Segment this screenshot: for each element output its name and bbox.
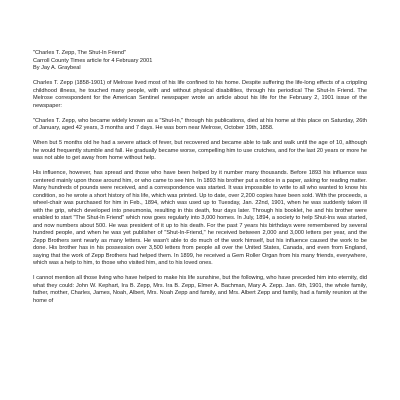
- document-page: [33, 50, 367, 400]
- paragraph-influence: His influence, however, has spread and those who have been helped by it number many thousands. Before 1893 his influence was centered mainly upon those around him, or who came to see him. In 1893 his brother put a notice in a paper, asking for reading matter. Many hundreds of pounds were received, and a correspondence was started. It was impossible to write to all who wanted to know his condition, so he wrote a short history of his life, which was printed. Up to date, over 2,200 copies have been sold. With the proceeds, a wheel-chair was purchased for him in Feb., 1894, which was used up to Tuesday, Jan. 22nd, 1901, when he was suddenly taken ill with the grip, which developed into pneumonia, resulting in this death, four days later. Through his booklet, he and his brother were enabled to start "The Shut-In Friend" which now goes regularly into 3,000 homes. In July, 1894, a society to help Shut-Ins was started, and now numbers about 500. He was president of it up to his death. For the past 7 years his birthdays were remembered by several hundred people, and when he was yet publisher of "Shut-In-Friend," he received between 2,000 and 3,000 letters per year, and the Zepp Brothers sent nearly as many letters. He wasn't able to do much of the work himself, but his influence caused the work to be done. His brother has in his possession over 3,500 letters from people all over the United States, Canada, and even from England, saying that the work of Zepp Brothers had helped them. In 1899, he received a Gem Roller Organ from his many friends, everywhere, which was a help to him, to those who visited him, and to his loved ones.: [33, 170, 367, 267]
- paragraph-quote-open: "Charles T. Zepp, who became widely known as a "Shut-In," through his publications, died at his home at this place on Saturday, 26th of January, aged 42 years, 3 months and 7 days. He was born near Melrose, October 19th, 1858.: [33, 117, 367, 132]
- paragraph-memorial: I cannot mention all those living who have helped to make his life sunshine, but the following, who have preceded him into eternity, did what they could: John W. Kephart, Ira B. Zepp, Mrs. Ira B. Zepp, Elmer A. Bachman, Mary A. Zepp. Jan. 6th, 1901, the whole family, father, mother, Charles, James, Noah, Albert, Mrs. Noah Zepp and family, and Mrs. Albert Zepp and family, had a family reunion at the home of: [33, 275, 367, 304]
- article-byline: By Jay A. Graybeal: [33, 65, 81, 71]
- paragraph-childhood: When but 5 months old he had a severe attack of fever, but recovered and became able to talk and walk until the age of 10, although he would frequently stumble and fall. He gradually became worse, compelling him to use crutches, and for the last 20 years or more he was not able to get away from home without help.: [33, 140, 367, 162]
- article-header: [33, 50, 367, 73]
- paragraph-intro: Charles T. Zepp (1858-1901) of Melrose lived most of his life confined to his home. Despite suffering the life-long effects of a crippling childhood illness, he touched many people, with and without physical disabilities, through his periodical The Shut-In Friend. The Melrose correspondent for the American Sentinel newspaper wrote an article about his life for the February 2, 1901 issue of the newspaper:: [33, 80, 367, 109]
- article-title: "Charles T. Zepp, The Shut-In Friend": [33, 50, 126, 56]
- article-source: Carroll County Times article for 4 February 2001: [33, 57, 153, 64]
